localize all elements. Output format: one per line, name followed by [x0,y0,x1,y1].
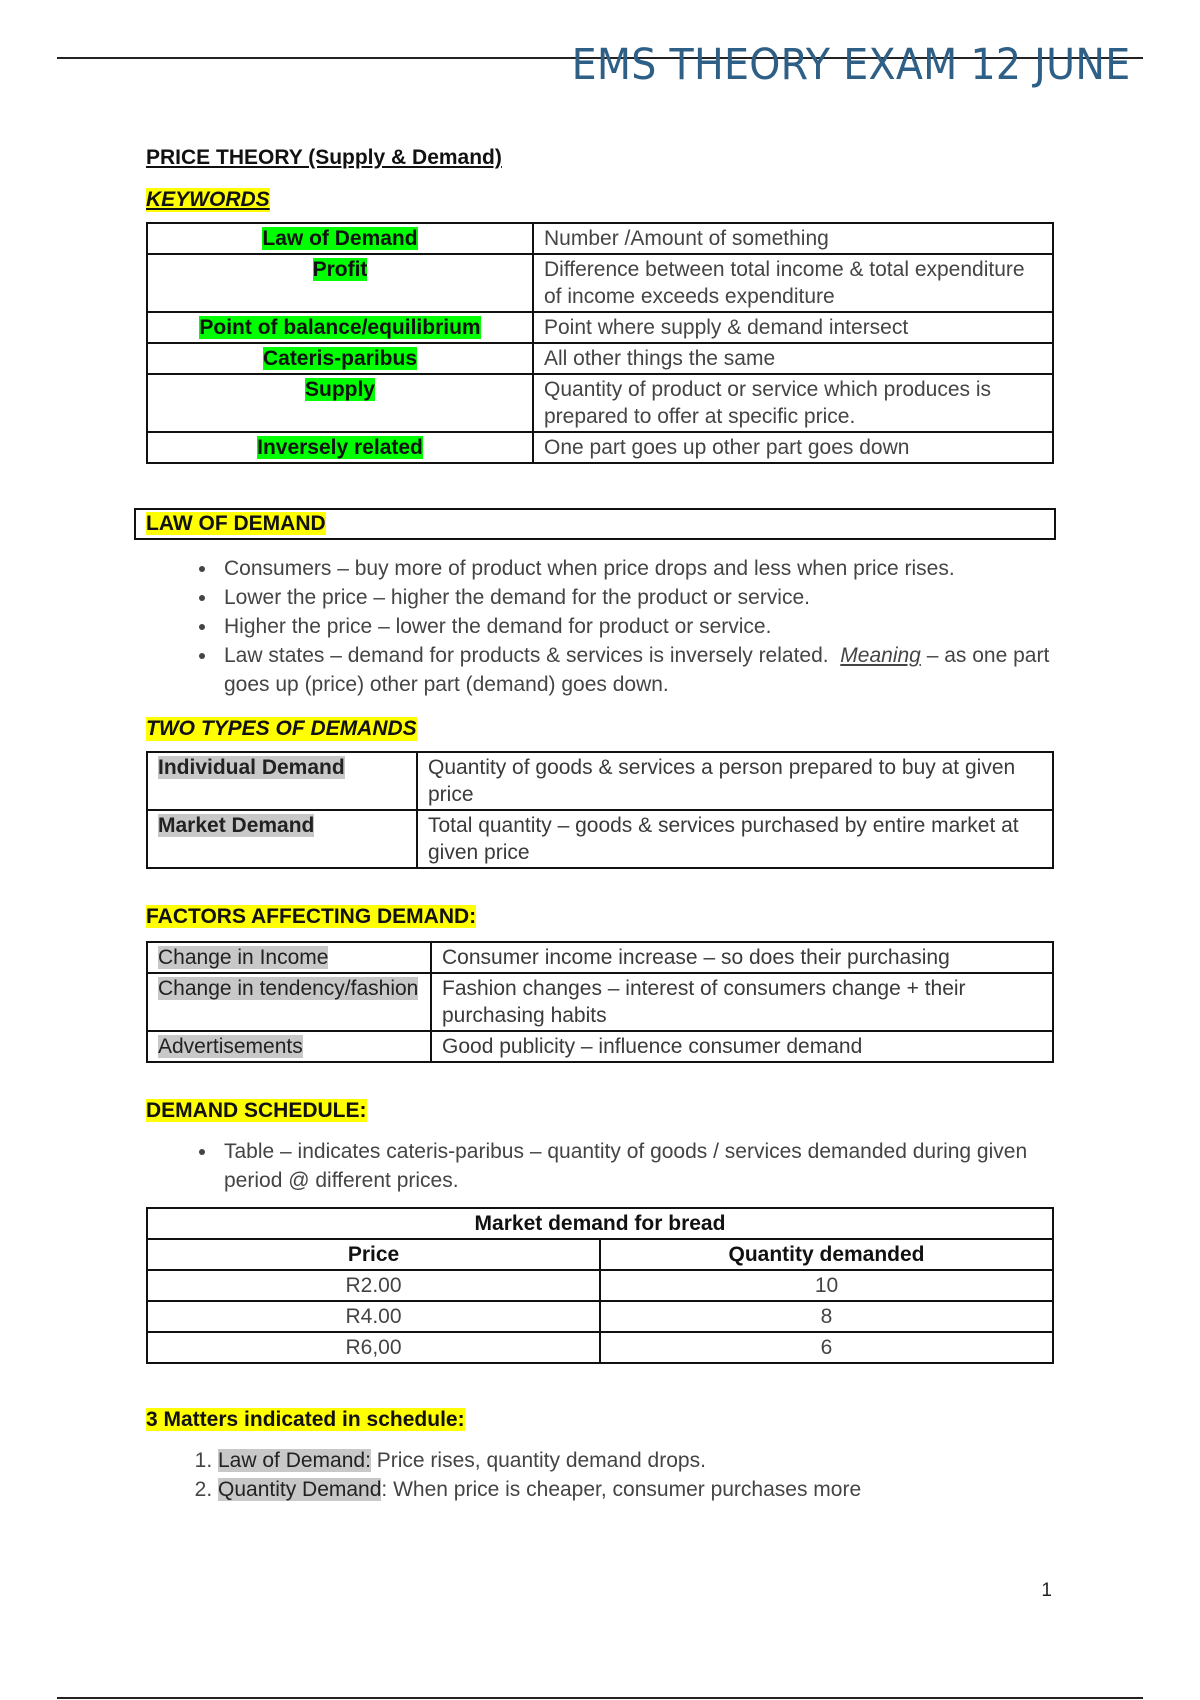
list-item [218,641,1056,699]
quantity-cell: 6 [600,1332,1053,1363]
quantity-cell: 8 [600,1301,1053,1332]
keyword-term: Supply [304,378,375,401]
law-of-demand-heading: LAW OF DEMAND [146,512,326,535]
list-item: • Consumers – buy more of product when price drops and less when price rises. [218,554,1056,583]
table-row [147,942,1053,973]
keyword-term-cell [147,432,533,463]
page-number: 1 [1041,1580,1052,1601]
document-body [146,140,1056,1504]
keyword-definition: Point where supply & demand intersect [533,312,1053,343]
quantity-cell: 10 [600,1270,1053,1301]
document-title: EMS THEORY EXAM 12 JUNE [571,40,1130,90]
schedule-table-title: Market demand for bread [147,1208,1053,1239]
keyword-term: Cateris-paribus [262,347,418,370]
matter-text: : When price is cheaper, consumer purchases more [381,1478,862,1501]
footer-rule [57,1697,1143,1699]
types-label: TWO TYPES OF DEMANDS [146,717,417,740]
keyword-definition: Number /Amount of something [533,223,1053,254]
factor-term: Change in tendency/fashion [158,977,419,1000]
demand-schedule-table [146,1207,1054,1364]
keyword-term: Inversely related [257,436,423,459]
factor-definition: Consumer income increase – so does their purchasing [431,942,1053,973]
keyword-definition: All other things the same [533,343,1053,374]
table-row [147,254,1053,312]
demand-types-table [146,751,1054,869]
factor-term-cell [147,973,431,1031]
type-term-cell [147,810,417,868]
keyword-definition: Difference between total income & total expenditure of income exceeds expenditure [533,254,1053,312]
factor-term: Change in Income [158,946,329,969]
table-row [147,752,1053,810]
table-row [147,1208,1053,1239]
factor-term-cell [147,1031,431,1062]
table-row [147,1031,1053,1062]
type-term: Individual Demand [158,756,345,779]
keyword-definition: One part goes up other part goes down [533,432,1053,463]
factors-table [146,941,1054,1063]
list-item: • Lower the price – higher the demand for the product or service. [218,583,1056,612]
type-definition: Total quantity – goods & services purchased by entire market at given price [417,810,1053,868]
meaning-text: – as one part goes up (price) other part (demand) goes down. [224,644,1050,696]
keyword-term-cell [147,374,533,432]
keyword-term-cell [147,254,533,312]
matters-list [146,1446,1056,1504]
table-row [147,1332,1053,1363]
table-row [147,312,1053,343]
factors-label: FACTORS AFFECTING DEMAND: [146,905,477,928]
keyword-term-cell [147,343,533,374]
table-row [147,810,1053,868]
list-item [218,1446,1056,1475]
price-cell: R6,00 [147,1332,600,1363]
price-column-header: Price [147,1239,600,1270]
quantity-column-header: Quantity demanded [600,1239,1053,1270]
factor-term: Advertisements [158,1035,303,1058]
section-title: PRICE THEORY (Supply & Demand) [146,146,502,169]
factor-term-cell [147,942,431,973]
keyword-term-cell [147,223,533,254]
type-definition: Quantity of goods & services a person prepared to buy at given price [417,752,1053,810]
table-row [147,1270,1053,1301]
list-item: • Higher the price – lower the demand for product or service. [218,612,1056,641]
matter-term: Law of Demand: [218,1449,371,1472]
keyword-term: Point of balance/equilibrium [199,316,481,339]
factor-definition: Fashion changes – interest of consumers change + their purchasing habits [431,973,1053,1031]
keywords-table [146,222,1054,464]
matters-label: 3 Matters indicated in schedule: [146,1408,465,1431]
keywords-label: KEYWORDS [146,188,270,211]
schedule-list [146,1137,1056,1195]
matter-term: Quantity Demand [218,1478,382,1501]
meaning-label: Meaning [840,644,921,667]
law-of-demand-heading-box [134,508,1056,540]
price-cell: R4.00 [147,1301,600,1332]
type-term: Market Demand [158,814,315,837]
table-row [147,343,1053,374]
keyword-definition: Quantity of product or service which produces is prepared to offer at specific price. [533,374,1053,432]
table-row [147,1239,1053,1270]
keyword-term-cell [147,312,533,343]
price-cell: R2.00 [147,1270,600,1301]
keyword-term: Law of Demand [262,227,418,250]
table-row [147,374,1053,432]
law-of-demand-list [146,554,1056,699]
law-statement: Law states – demand for products & services is inversely related. [224,644,829,667]
table-row [147,223,1053,254]
list-item [218,1475,1056,1504]
table-row [147,973,1053,1031]
matter-text: Price rises, quantity demand drops. [370,1449,706,1472]
keyword-term: Profit [312,258,368,281]
factor-definition: Good publicity – influence consumer demand [431,1031,1053,1062]
table-row [147,432,1053,463]
type-term-cell [147,752,417,810]
table-row [147,1301,1053,1332]
list-item: • Table – indicates cateris-paribus – quantity of goods / services demanded during given period @ different prices. [218,1137,1056,1195]
schedule-label: DEMAND SCHEDULE: [146,1099,367,1122]
